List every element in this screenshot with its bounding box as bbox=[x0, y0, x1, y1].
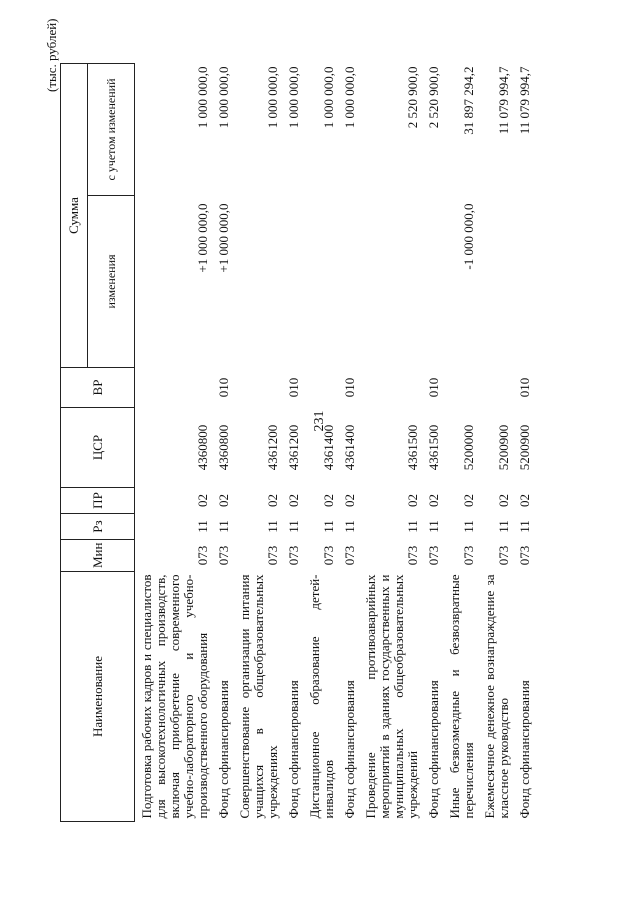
row-change bbox=[422, 196, 443, 368]
row-min: 073 bbox=[195, 545, 210, 566]
row-change bbox=[359, 196, 422, 368]
row-rz: 11 bbox=[195, 520, 210, 533]
row-name: Фонд софинансирования bbox=[517, 680, 532, 819]
header-csr: ЦСР bbox=[61, 408, 135, 488]
row-name: Фонд софинансирования bbox=[342, 680, 357, 819]
row-csr: 4361400 bbox=[321, 424, 336, 471]
row-change bbox=[282, 196, 303, 368]
row-min: 073 bbox=[216, 545, 231, 566]
row-pr: 02 bbox=[286, 494, 301, 507]
header-change: изменения bbox=[88, 196, 135, 368]
row-csr: 4361500 bbox=[426, 424, 441, 471]
table-row bbox=[443, 64, 478, 822]
row-vr bbox=[478, 368, 513, 408]
row-name: Фонд софинансирования bbox=[216, 680, 231, 819]
row-csr: 4361400 bbox=[342, 424, 357, 471]
row-csr: 5200900 bbox=[517, 424, 532, 471]
row-csr: 5200000 bbox=[461, 424, 476, 471]
row-change: +1 000 000,0 bbox=[195, 203, 210, 273]
row-change bbox=[233, 196, 282, 368]
row-vr bbox=[359, 368, 422, 408]
row-total: 2 520 900,0 bbox=[426, 66, 441, 129]
row-pr: 02 bbox=[405, 494, 420, 507]
row-min: 073 bbox=[405, 545, 420, 566]
table-header bbox=[61, 64, 135, 822]
row-rz: 11 bbox=[216, 520, 231, 533]
table-row bbox=[233, 64, 282, 822]
row-rz: 11 bbox=[321, 520, 336, 533]
row-min: 073 bbox=[286, 545, 301, 566]
row-change bbox=[338, 196, 359, 368]
row-min: 073 bbox=[517, 545, 532, 566]
row-vr bbox=[303, 368, 338, 408]
row-pr: 02 bbox=[195, 494, 210, 507]
units-label: (тыс. рублей) bbox=[44, 18, 59, 92]
table-row bbox=[212, 64, 233, 822]
header-pr: ПР bbox=[61, 488, 135, 514]
row-pr: 02 bbox=[426, 494, 441, 507]
row-min: 073 bbox=[342, 545, 357, 566]
row-pr: 02 bbox=[321, 494, 336, 507]
row-rz: 11 bbox=[405, 520, 420, 533]
budget-table bbox=[60, 63, 534, 822]
header-sum: Сумма bbox=[61, 64, 88, 368]
row-min: 073 bbox=[321, 545, 336, 566]
row-rz: 11 bbox=[496, 520, 511, 533]
table-row bbox=[478, 64, 513, 822]
table-row bbox=[303, 64, 338, 822]
row-pr: 02 bbox=[517, 494, 532, 507]
row-change: +1 000 000,0 bbox=[216, 203, 231, 273]
row-name: Фонд софинансирования bbox=[286, 680, 301, 819]
row-pr: 02 bbox=[265, 494, 280, 507]
row-min: 073 bbox=[496, 545, 511, 566]
row-total: 2 520 900,0 bbox=[405, 66, 420, 129]
table-row bbox=[422, 64, 443, 822]
row-vr bbox=[233, 368, 282, 408]
row-rz: 11 bbox=[342, 520, 357, 533]
row-rz: 11 bbox=[265, 520, 280, 533]
row-vr: 010 bbox=[342, 377, 357, 398]
header-rz: Рз bbox=[61, 514, 135, 540]
row-vr: 010 bbox=[286, 377, 301, 398]
table-body bbox=[135, 64, 535, 822]
row-pr: 02 bbox=[216, 494, 231, 507]
row-total: 31 897 294,2 bbox=[461, 66, 476, 135]
row-rz: 11 bbox=[286, 520, 301, 533]
row-min: 073 bbox=[461, 545, 476, 566]
row-pr: 02 bbox=[461, 494, 476, 507]
row-total: 1 000 000,0 bbox=[321, 66, 336, 129]
header-with-change: с учетом изменений bbox=[88, 64, 135, 196]
row-csr: 5200900 bbox=[496, 424, 511, 471]
row-name: Фонд софинансирования bbox=[426, 680, 441, 819]
row-vr: 010 bbox=[216, 377, 231, 398]
row-total: 11 079 994,7 bbox=[496, 66, 511, 135]
row-name: Подготовка рабочих кадров и специалистов для высокотехнологичных производств, включая приобретение современного учебно-лабораторного и учебно-производственного оборудования bbox=[139, 574, 210, 819]
header-min: Мин bbox=[61, 540, 135, 572]
table-row bbox=[338, 64, 359, 822]
row-csr: 4361200 bbox=[265, 424, 280, 471]
header-vr: ВР bbox=[61, 368, 135, 408]
table-row bbox=[282, 64, 303, 822]
row-rz: 11 bbox=[517, 520, 532, 533]
row-name: Ежемесячное денежное вознаграждение за классное руководство bbox=[482, 574, 511, 819]
row-rz: 11 bbox=[426, 520, 441, 533]
row-name: Совершенствование организации питания учащихся в общеобразовательных учреждениях bbox=[237, 574, 280, 819]
row-total: 1 000 000,0 bbox=[342, 66, 357, 129]
row-min: 073 bbox=[426, 545, 441, 566]
row-min: 073 bbox=[265, 545, 280, 566]
row-change: -1 000 000,0 bbox=[461, 203, 476, 270]
row-change bbox=[478, 196, 513, 368]
row-pr: 02 bbox=[342, 494, 357, 507]
row-vr bbox=[443, 368, 478, 408]
row-name: Проведение противоаварийных мероприятий в зданиях государственных и муниципальных общеобразовательных учреждений bbox=[363, 574, 420, 819]
row-csr: 4360800 bbox=[216, 424, 231, 471]
row-vr: 010 bbox=[426, 377, 441, 398]
table-row bbox=[359, 64, 422, 822]
table-row bbox=[135, 64, 213, 822]
row-rz: 11 bbox=[461, 520, 476, 533]
header-name: Наименование bbox=[61, 572, 135, 822]
row-change bbox=[303, 196, 338, 368]
row-total: 1 000 000,0 bbox=[286, 66, 301, 129]
row-vr: 010 bbox=[517, 377, 532, 398]
row-csr: 4360800 bbox=[195, 424, 210, 471]
row-total: 1 000 000,0 bbox=[216, 66, 231, 129]
row-name: Иные безвозмездные и безвозвратные перечисления bbox=[447, 574, 476, 819]
row-pr: 02 bbox=[496, 494, 511, 507]
row-csr: 4361500 bbox=[405, 424, 420, 471]
row-vr bbox=[135, 368, 213, 408]
row-total: 11 079 994,7 bbox=[517, 66, 532, 135]
page-number: 231 bbox=[312, 410, 327, 432]
row-csr: 4361200 bbox=[286, 424, 301, 471]
row-total: 1 000 000,0 bbox=[265, 66, 280, 129]
row-change bbox=[513, 196, 534, 368]
table-row bbox=[513, 64, 534, 822]
row-name: Дистанционное образование детей-инвалидов bbox=[307, 574, 336, 819]
row-total: 1 000 000,0 bbox=[195, 66, 210, 129]
